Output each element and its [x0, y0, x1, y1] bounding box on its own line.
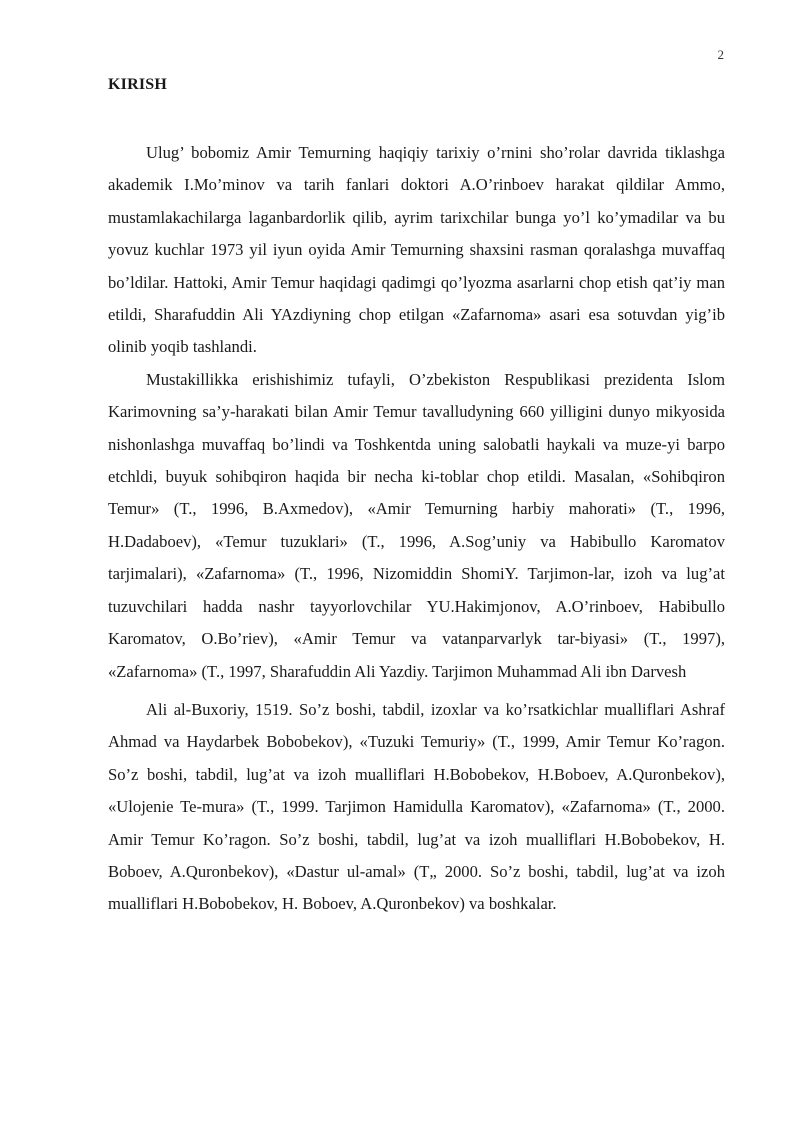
paragraph-3: Ali al-Buxoriy, 1519. So’z boshi, tabdil, izoxlar va ko’rsatkichlar mualliflari Ashraf Ahmad va Haydarbek Bobobekov), «Tuzuki Temuriy» (T., 1999, Amir Temur Ko’ragon. So’z boshi, tabdil, lug’at va izoh mualliflari H.Bobobekov, H.Boboev, A.Quronbekov), «Ulojenie Te-mura» (T., 1999. Tarjimon Hamidulla Karomatov), «Zafarnoma» (T., 2000. Amir Temur Ko’ragon. So’z boshi, tabdil, lug’at va izoh mualliflari H.Bobobekov, H. Boboev, A.Quronbekov), «Dastur ul-amal» (T„ 2000. So’z boshi, tabdil, lug’at va izoh mualliflari H.Bobobekov, H. Boboev, A.Quronbekov) va boshkalar. [108, 699, 725, 914]
page-number: 2 [717, 47, 724, 62]
paragraph-1: Ulug’ bobomiz Amir Temurning haqiqiy tarixiy o’rnini sho’rolar davrida tiklashga akademik I.Mo’minov va tarih fanlari doktori A.O’rinboev harakat qildilar Ammo, mustamlakachilarga laganbardorlik qilib, ayrim tarixchilar bunga yo’l ko’ymadilar va bu yovuz kuchlar 1973 yil iyun oyida Amir Temurning shaxsini rasman qoralashga muvaffaq bo’ldilar. Hattoki, Amir Temur haqidagi qadimgi qo’lyozma asarlarni chop etish qat’iy man etildi, Sharafuddin Ali YAzdiyning chop etilgan «Zafarnoma» asari esa sotuvdan yig’ib olinib yoqib tashlandi. [108, 143, 725, 357]
paragraph-2: Mustakillikka erishishimiz tufayli, O’zbekiston Respublikasi prezidenta Islom Karimovning sa’y-harakati bilan Amir Temur tavalludyning 660 yilligini dunyo mikyosida nishonlashga muvaffaq bo’lindi va Toshkentda uning salobatli haykali va muze-yi barpo etchldi, buyuk sohibqiron haqida bir necha ki-toblar chop etildi. Masalan, «Sohibqiron Temur» (T., 1996, B.Axmedov), «Amir Temurning harbiy mahorati» (T., 1996, H.Dadaboev), «Temur tuzuklari» (T., 1996, A.Sog’uniy va Habibullo Karomatov tarjimalari), «Zafarnoma» (T., 1996, Nizomiddin ShomiY. Tarjimon-lar, izoh va lug’at tuzuvchilari hadda nashr tayyorlovchilar YU.Hakimjonov, A.O’rinboev, Habibullo Karomatov, O.Bo’riev), «Amir Temur va vatanparvarlyk tar-biyasi» (T., 1997), «Zafarnoma» (T., 1997, Sharafuddin Ali Yazdiy. Tarjimon Muhammad Ali ibn Darvesh [108, 369, 725, 681]
body-text [108, 137, 725, 921]
section-heading: KIRISH [108, 76, 167, 93]
